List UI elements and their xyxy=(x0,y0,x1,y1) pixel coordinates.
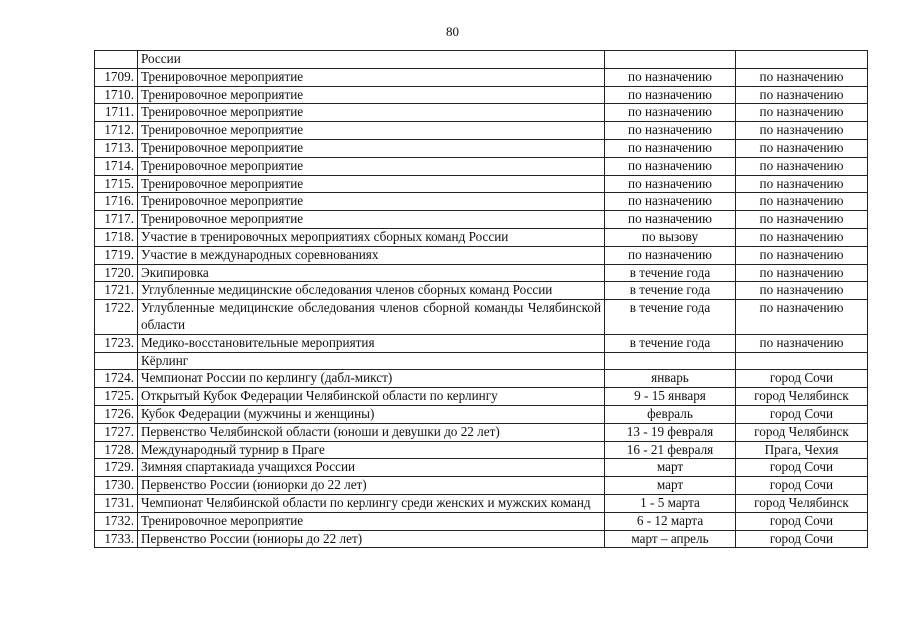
event-place: Прага, Чехия xyxy=(736,441,868,459)
row-number: 1725. xyxy=(95,388,138,406)
event-place: по назначению xyxy=(736,104,868,122)
event-date: в течение года xyxy=(605,334,736,352)
row-number: 1717. xyxy=(95,211,138,229)
event-name: Первенство России (юниорки до 22 лет) xyxy=(138,477,605,495)
page-number: 80 xyxy=(446,24,459,39)
table-row xyxy=(95,104,868,122)
table-row xyxy=(95,228,868,246)
event-date: 1 - 5 марта xyxy=(605,494,736,512)
event-place: по назначению xyxy=(736,228,868,246)
row-number: 1715. xyxy=(95,175,138,193)
event-place: по назначению xyxy=(736,193,868,211)
event-place: по назначению xyxy=(736,86,868,104)
table-row xyxy=(95,459,868,477)
event-date: 9 - 15 января xyxy=(605,388,736,406)
row-number: 1719. xyxy=(95,246,138,264)
row-number: 1728. xyxy=(95,441,138,459)
table-row xyxy=(95,211,868,229)
row-number: 1727. xyxy=(95,423,138,441)
event-place: по назначению xyxy=(736,264,868,282)
event-name: Открытый Кубок Федерации Челябинской области по керлингу xyxy=(138,388,605,406)
section-row xyxy=(95,352,868,370)
event-date: по назначению xyxy=(605,246,736,264)
row-number: 1712. xyxy=(95,122,138,140)
event-name: Углубленные медицинские обследования членов сборной команды Челябинской области xyxy=(138,300,605,335)
event-date: по назначению xyxy=(605,211,736,229)
event-name: Кубок Федерации (мужчины и женщины) xyxy=(138,405,605,423)
event-place: по назначению xyxy=(736,211,868,229)
table-row xyxy=(95,68,868,86)
row-number: 1726. xyxy=(95,405,138,423)
table-row xyxy=(95,530,868,548)
table-row xyxy=(95,370,868,388)
event-name: Первенство Челябинской области (юноши и девушки до 22 лет) xyxy=(138,423,605,441)
event-place: по назначению xyxy=(736,122,868,140)
event-date: 6 - 12 марта xyxy=(605,512,736,530)
event-name: Тренировочное мероприятие xyxy=(138,68,605,86)
event-date: в течение года xyxy=(605,282,736,300)
row-number: 1709. xyxy=(95,68,138,86)
event-place: город Челябинск xyxy=(736,388,868,406)
row-number-cell xyxy=(95,51,138,69)
event-place: по назначению xyxy=(736,334,868,352)
event-name: Тренировочное мероприятие xyxy=(138,211,605,229)
event-date: по назначению xyxy=(605,139,736,157)
event-date: по вызову xyxy=(605,228,736,246)
row-number: 1724. xyxy=(95,370,138,388)
row-number: 1713. xyxy=(95,139,138,157)
event-name: Экипировка xyxy=(138,264,605,282)
event-date: по назначению xyxy=(605,122,736,140)
table-row xyxy=(95,512,868,530)
event-name: Тренировочное мероприятие xyxy=(138,512,605,530)
event-place: город Сочи xyxy=(736,459,868,477)
event-date: 16 - 21 февраля xyxy=(605,441,736,459)
table-row xyxy=(95,157,868,175)
table-row xyxy=(95,246,868,264)
event-name: Международный турнир в Праге xyxy=(138,441,605,459)
event-name: Тренировочное мероприятие xyxy=(138,175,605,193)
event-place: по назначению xyxy=(736,175,868,193)
event-name: Участие в тренировочных мероприятиях сборных команд России xyxy=(138,228,605,246)
event-name: Чемпионат России по керлингу (дабл-микст) xyxy=(138,370,605,388)
row-number: 1710. xyxy=(95,86,138,104)
event-name: Тренировочное мероприятие xyxy=(138,193,605,211)
event-date: январь xyxy=(605,370,736,388)
table-row xyxy=(95,405,868,423)
event-name: Медико-восстановительные мероприятия xyxy=(138,334,605,352)
event-name: Тренировочное мероприятие xyxy=(138,157,605,175)
event-date: по назначению xyxy=(605,104,736,122)
event-date: март – апрель xyxy=(605,530,736,548)
event-date: в течение года xyxy=(605,264,736,282)
event-date: по назначению xyxy=(605,193,736,211)
row-number: 1729. xyxy=(95,459,138,477)
row-number: 1722. xyxy=(95,300,138,335)
place-cell xyxy=(736,352,868,370)
row-number: 1732. xyxy=(95,512,138,530)
table-row xyxy=(95,193,868,211)
section-title: России xyxy=(138,51,605,69)
event-place: по назначению xyxy=(736,68,868,86)
row-number: 1721. xyxy=(95,282,138,300)
event-name: Тренировочное мероприятие xyxy=(138,122,605,140)
event-date: февраль xyxy=(605,405,736,423)
event-name: Чемпионат Челябинской области по керлингу среди женских и мужских команд xyxy=(138,494,605,512)
event-name: Первенство России (юниоры до 22 лет) xyxy=(138,530,605,548)
table-row xyxy=(95,175,868,193)
row-number: 1730. xyxy=(95,477,138,495)
table-row xyxy=(95,282,868,300)
event-name: Зимняя спартакиада учащихся России xyxy=(138,459,605,477)
row-number: 1731. xyxy=(95,494,138,512)
event-place: по назначению xyxy=(736,246,868,264)
event-name: Тренировочное мероприятие xyxy=(138,139,605,157)
event-date: по назначению xyxy=(605,175,736,193)
table-row xyxy=(95,494,868,512)
event-date: по назначению xyxy=(605,68,736,86)
table-row xyxy=(95,264,868,282)
event-name: Тренировочное мероприятие xyxy=(138,86,605,104)
event-date: по назначению xyxy=(605,86,736,104)
event-place: город Сочи xyxy=(736,370,868,388)
table-row xyxy=(95,122,868,140)
event-place: по назначению xyxy=(736,157,868,175)
event-date: март xyxy=(605,477,736,495)
row-number: 1716. xyxy=(95,193,138,211)
place-cell xyxy=(736,51,868,69)
event-place: город Сочи xyxy=(736,530,868,548)
table-row xyxy=(95,388,868,406)
event-place: город Сочи xyxy=(736,405,868,423)
event-date: март xyxy=(605,459,736,477)
event-place: город Сочи xyxy=(736,512,868,530)
event-place: город Челябинск xyxy=(736,494,868,512)
row-number: 1718. xyxy=(95,228,138,246)
events-table xyxy=(94,50,868,548)
event-place: по назначению xyxy=(736,300,868,335)
row-number-cell xyxy=(95,352,138,370)
events-table-body xyxy=(95,51,868,548)
event-date: по назначению xyxy=(605,157,736,175)
row-number: 1711. xyxy=(95,104,138,122)
section-title: Кёрлинг xyxy=(138,352,605,370)
event-place: по назначению xyxy=(736,282,868,300)
row-number: 1720. xyxy=(95,264,138,282)
table-row xyxy=(95,86,868,104)
event-place: по назначению xyxy=(736,139,868,157)
table-row xyxy=(95,477,868,495)
row-number: 1733. xyxy=(95,530,138,548)
event-place: город Челябинск xyxy=(736,423,868,441)
table-row xyxy=(95,423,868,441)
row-number: 1723. xyxy=(95,334,138,352)
event-name: Участие в международных соревнованиях xyxy=(138,246,605,264)
event-name: Углубленные медицинские обследования членов сборных команд России xyxy=(138,282,605,300)
table-row xyxy=(95,441,868,459)
event-name: Тренировочное мероприятие xyxy=(138,104,605,122)
table-row xyxy=(95,300,868,335)
row-number: 1714. xyxy=(95,157,138,175)
date-cell xyxy=(605,352,736,370)
table-row xyxy=(95,139,868,157)
table-row xyxy=(95,334,868,352)
section-row xyxy=(95,51,868,69)
date-cell xyxy=(605,51,736,69)
event-place: город Сочи xyxy=(736,477,868,495)
event-date: в течение года xyxy=(605,300,736,335)
event-date: 13 - 19 февраля xyxy=(605,423,736,441)
